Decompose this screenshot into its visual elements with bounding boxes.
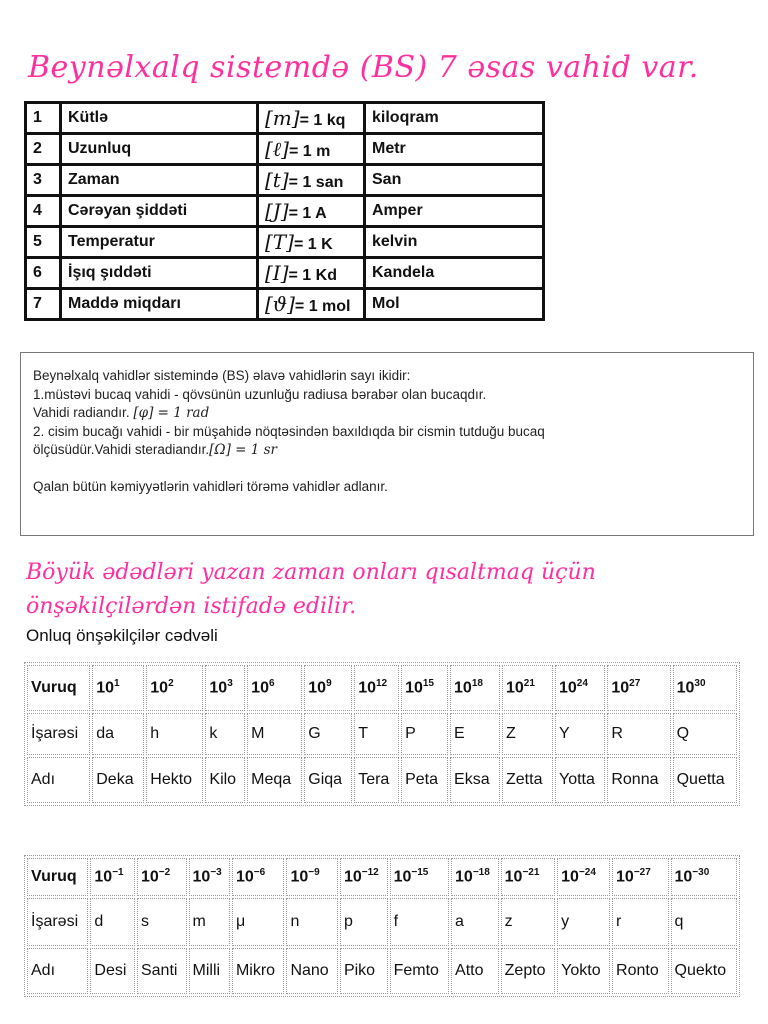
prefix-factor: [607, 665, 670, 711]
prefix-symbol: m: [189, 898, 230, 946]
factor-exponent: 30: [694, 678, 706, 690]
unit-equation: = 1 san: [288, 174, 344, 191]
steradian-formula: [Ω] = 1 sr: [209, 442, 278, 458]
factor-exponent: 6: [268, 678, 275, 690]
prefix-symbol: a: [451, 898, 499, 946]
prefix-name: Nano: [286, 948, 338, 994]
prefix-factor: [137, 858, 187, 896]
prefix-factor: [286, 858, 338, 896]
prefix-symbol: h: [146, 713, 203, 755]
name-label: Adı: [27, 948, 88, 994]
unit-number: 3: [26, 165, 61, 196]
prefix-name: Hekto: [146, 757, 203, 803]
factor-exponent: 12: [376, 678, 388, 690]
unit-quantity: Uzunluq: [61, 134, 258, 165]
factor-label: Vuruq: [27, 858, 88, 896]
prefix-symbol: Y: [555, 713, 605, 755]
prefix-name: Yotta: [555, 757, 605, 803]
prefix-factor: [205, 665, 245, 711]
prefix-name: Ronto: [612, 948, 668, 994]
prefix-name: Peta: [401, 757, 448, 803]
factor-exponent: −2: [158, 867, 171, 879]
unit-symbol: [t]: [265, 168, 289, 192]
unit-quantity: Kütlə: [61, 103, 258, 134]
unit-number: 1: [26, 103, 61, 134]
prefix-name: Eksa: [450, 757, 500, 803]
prefix-name: Zepto: [501, 948, 556, 994]
factor-base: 10: [235, 868, 254, 886]
prefix-symbol: E: [450, 713, 500, 755]
prefix-factor: [673, 665, 737, 711]
prefix-name: Milli: [189, 948, 230, 994]
factor-exponent: 2: [168, 678, 174, 690]
factor-row: [27, 665, 737, 711]
prefix-factor: [502, 665, 553, 711]
name-row: [27, 948, 737, 994]
prefix-symbol: q: [671, 898, 738, 946]
factor-exponent: 21: [523, 678, 535, 690]
prefix-factor: [354, 665, 399, 711]
prefix-name: Deka: [92, 757, 144, 803]
unit-equation: = 1 Kd: [288, 267, 337, 284]
symbol-row: [27, 898, 737, 946]
prefix-factor: [90, 858, 135, 896]
prefix-factor: [401, 665, 448, 711]
note-text: Vahidi radiandır.: [33, 405, 130, 420]
factor-exponent: 24: [576, 678, 588, 690]
prefix-name: Atto: [451, 948, 499, 994]
prefix-factor: [501, 858, 556, 896]
unit-symbol: [T]: [265, 230, 294, 254]
prefix-name: Yokto: [557, 948, 610, 994]
prefix-symbol: T: [354, 713, 399, 755]
radian-formula: [φ] = 1 rad: [133, 405, 210, 421]
prefix-name: Quekto: [671, 948, 738, 994]
unit-number: 6: [26, 258, 61, 289]
unit-formula: [258, 165, 365, 196]
unit-row: [26, 103, 544, 134]
prefix-table-small: [24, 855, 740, 997]
symbol-row: [27, 713, 737, 755]
unit-formula: [258, 103, 365, 134]
prefix-symbol: r: [612, 898, 668, 946]
prefix-name: Desi: [90, 948, 135, 994]
name-row: [27, 757, 737, 803]
unit-number: 5: [26, 227, 61, 258]
unit-formula: [258, 196, 365, 227]
prefix-name: Santi: [137, 948, 187, 994]
name-label: Adı: [27, 757, 90, 803]
unit-row: [26, 196, 544, 227]
unit-symbol: [ℓ]: [265, 136, 289, 161]
unit-formula: [258, 227, 365, 258]
note-line: [33, 404, 741, 423]
unit-name: Amper: [365, 196, 544, 227]
unit-symbol: [J]: [265, 199, 289, 223]
unit-name: Mol: [365, 289, 544, 320]
prefix-symbol: μ: [232, 898, 284, 946]
factor-exponent: −27: [633, 867, 651, 879]
symbol-label: İşarəsi: [27, 713, 90, 755]
unit-row: [26, 227, 544, 258]
factor-base: 10: [140, 868, 159, 886]
symbol-label: İşarəsi: [27, 898, 88, 946]
base-units-table: [24, 101, 545, 321]
note-line: Beynəlxalq vahidlər sistemində (BS) əlavə vahidlərin sayı ikidir:: [33, 368, 411, 383]
unit-name: kiloqram: [365, 103, 544, 134]
prefix-name: Meqa: [247, 757, 302, 803]
factor-base: 10: [674, 868, 693, 886]
unit-row: [26, 258, 544, 289]
unit-equation: = 1 A: [288, 205, 327, 222]
unit-symbol: [ϑ]: [265, 292, 295, 316]
unit-equation: = 1 m: [288, 142, 331, 160]
note-text: ölçüsüdür.Vahidi steradiandır.: [33, 442, 210, 457]
note-line: 1.müstəvi bucaq vahidi - qövsünün uzunluğu radiusa bərabər olan bucaqdır.: [33, 386, 487, 402]
factor-exponent: −6: [253, 867, 266, 879]
unit-quantity: İşıq şıddəti: [61, 258, 258, 289]
prefix-name: Piko: [340, 948, 388, 994]
prefix-symbol: G: [304, 713, 352, 755]
factor-exponent: −30: [692, 867, 710, 879]
prefix-factor: [555, 665, 605, 711]
main-heading: Beynəlxalq sistemdə (BS) 7 əsas vahid var.: [28, 50, 699, 85]
factor-base: 10: [94, 868, 113, 886]
unit-formula: [258, 289, 365, 320]
factor-row: [27, 858, 737, 896]
prefix-factor: [451, 858, 499, 896]
prefix-symbol: k: [205, 713, 245, 755]
note-line: Qalan bütün kəmiyyətlərin vahidləri törəmə vahidlər adlanır.: [33, 478, 388, 494]
unit-equation: = 1 kq: [299, 112, 346, 129]
factor-exponent: −21: [522, 867, 540, 879]
factor-base: 10: [96, 679, 115, 697]
unit-quantity: Cərəyan şiddəti: [61, 196, 258, 227]
factor-exponent: 18: [471, 678, 483, 690]
prefix-factor: [304, 665, 352, 711]
factor-exponent: −18: [472, 867, 490, 879]
unit-number: 2: [26, 134, 61, 165]
factor-base: 10: [150, 679, 169, 697]
factor-exponent: 15: [422, 678, 434, 690]
prefix-name: Zetta: [502, 757, 553, 803]
unit-formula: [258, 258, 365, 289]
prefix-factor: [146, 665, 203, 711]
unit-row: [26, 134, 544, 165]
prefix-factor: [340, 858, 388, 896]
prefix-symbol: Z: [502, 713, 553, 755]
prefix-symbol: n: [286, 898, 338, 946]
prefix-heading-line2: önşəkilçilərdən istifadə edilir.: [26, 594, 357, 619]
factor-base: 10: [676, 679, 695, 697]
supplementary-units-note: [20, 352, 754, 536]
factor-exponent: 9: [326, 678, 332, 690]
factor-exponent: −15: [411, 867, 429, 879]
factor-exponent: −24: [578, 867, 596, 879]
unit-quantity: Zaman: [61, 165, 258, 196]
factor-base: 10: [504, 868, 523, 886]
unit-number: 4: [26, 196, 61, 227]
prefix-symbol: R: [607, 713, 670, 755]
unit-name: San: [365, 165, 544, 196]
unit-equation: = 1 K: [293, 236, 333, 253]
factor-exponent: 27: [629, 678, 641, 690]
unit-name: Metr: [365, 134, 544, 165]
unit-name: kelvin: [365, 227, 544, 258]
factor-label: Vuruq: [27, 665, 90, 711]
factor-base: 10: [192, 868, 211, 886]
prefix-factor: [557, 858, 610, 896]
prefix-factor: [189, 858, 230, 896]
prefix-symbol: f: [390, 898, 449, 946]
factor-base: 10: [209, 679, 228, 697]
unit-name: Kandela: [365, 258, 544, 289]
prefix-heading-line1: Böyük ədədləri yazan zaman onları qısaltmaq üçün: [26, 560, 596, 585]
prefix-factor: [247, 665, 302, 711]
factor-base: 10: [561, 868, 579, 886]
unit-quantity: Temperatur: [61, 227, 258, 258]
prefix-factor: [671, 858, 738, 896]
factor-base: 10: [454, 679, 472, 697]
unit-row: [26, 289, 544, 320]
note-line: 2. cisim bucağı vahidi - bir müşahidə nöqtəsindən baxıldıqda bir cismin tutduğu bucaq: [33, 423, 545, 439]
unit-symbol: [I]: [265, 261, 289, 285]
prefix-name: Tera: [354, 757, 399, 803]
unit-number: 7: [26, 289, 61, 320]
factor-base: 10: [506, 679, 524, 697]
prefix-factor: [232, 858, 284, 896]
unit-quantity: Maddə miqdarı: [61, 289, 258, 320]
prefix-symbol: da: [92, 713, 144, 755]
unit-formula: [258, 134, 365, 165]
factor-exponent: −9: [308, 867, 320, 879]
prefix-table-large: [24, 662, 740, 806]
factor-base: 10: [616, 868, 634, 886]
prefix-name: Femto: [390, 948, 449, 994]
prefix-factor: [92, 665, 144, 711]
prefix-name: Kilo: [205, 757, 245, 803]
factor-exponent: −12: [361, 867, 379, 879]
factor-exponent: −1: [112, 867, 124, 879]
prefix-name: Mikro: [232, 948, 284, 994]
unit-row: [26, 165, 544, 196]
factor-base: 10: [251, 679, 269, 697]
factor-base: 10: [559, 679, 577, 697]
factor-base: 10: [393, 868, 412, 886]
prefix-symbol: M: [247, 713, 302, 755]
prefix-factor: [390, 858, 449, 896]
prefix-factor: [612, 858, 668, 896]
factor-exponent: 3: [227, 678, 233, 690]
prefix-symbol: P: [401, 713, 448, 755]
prefix-name: Ronna: [607, 757, 670, 803]
prefix-symbol: z: [501, 898, 556, 946]
factor-base: 10: [308, 679, 327, 697]
prefix-table-title: Onluq önşəkilçilər cədvəli: [26, 626, 218, 645]
prefix-symbol: y: [557, 898, 610, 946]
prefix-name: Giqa: [304, 757, 352, 803]
factor-base: 10: [611, 679, 630, 697]
prefix-factor: [450, 665, 500, 711]
unit-symbol: [m]: [265, 106, 300, 130]
prefix-symbol: p: [340, 898, 388, 946]
prefix-symbol: s: [137, 898, 187, 946]
factor-exponent: 1: [114, 678, 120, 690]
prefix-symbol: d: [90, 898, 135, 946]
factor-base: 10: [343, 868, 362, 886]
factor-base: 10: [290, 868, 309, 886]
note-line: [33, 441, 741, 460]
factor-exponent: −3: [210, 867, 222, 879]
factor-base: 10: [358, 679, 376, 697]
factor-base: 10: [405, 679, 423, 697]
factor-base: 10: [455, 868, 473, 886]
unit-equation: = 1 mol: [294, 298, 351, 315]
prefix-name: Quetta: [673, 757, 737, 803]
prefix-symbol: Q: [673, 713, 737, 755]
spacer: [33, 460, 741, 478]
